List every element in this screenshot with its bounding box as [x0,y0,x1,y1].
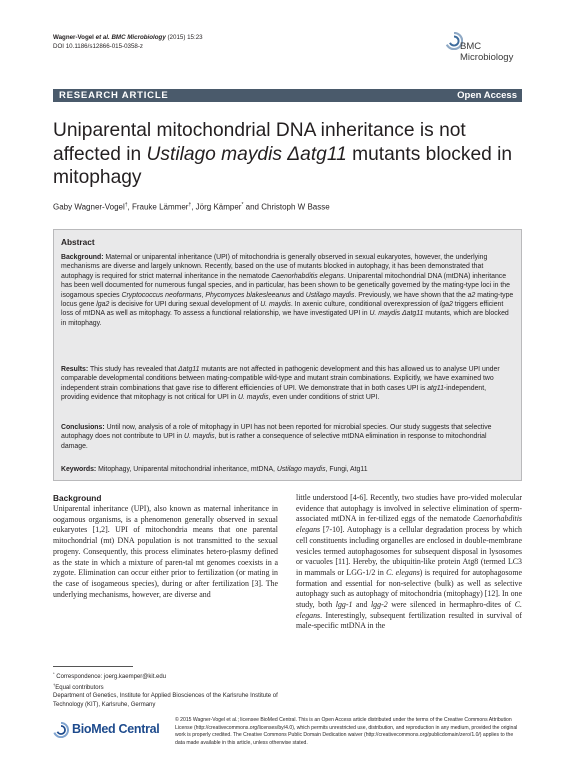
bmc-microbiology-logo [445,30,535,68]
abstract-background-label: Background: [61,254,104,261]
license-text: © 2015 Wagner-Vogel et al.; licensee BioMed Central. This is an Open Access article distributed under the terms of the Creative Commons Attribution License (http://creativecommons.org/licenses/by/4.0), which permits unrestricted use, distribution, and reproduction in any medium, provided the original work is properly credited. The Creative Commons Public Domain Dedication waiver (http://creativecommons.org/publicdomain/zero/1.0/) applies to the data made available in this article, unless otherwise stated. [175,717,518,746]
abstract-keywords: Keywords: Mitophagy, Uniparental mitochondrial inheritance, mtDNA, Ustilago maydis, Fungi, Atg11 [61,466,368,473]
article-title [53,119,523,190]
citation-journal: et al. BMC Microbiology [95,34,166,41]
right-paragraph: little understood [4-6]. Recently, two studies have pro-vided molecular evidence that autophagy is involved in selective elimination of sperm-associated mtDNA in fer-tilized eggs of the nematode Caenorhabditis elegans [7-10]. Autophagy is a cellular degradation process by which cell constituents including organelles are enclosed in double-membrane vesicles termed autophagosomes for subsequent disposal in lysosomes or vacuoles [11]. Hereby, the ubiquitin-like protein Atg8 (termed LC3 in mammals or LGG-1/2 in C. elegans) is required for autophagosome formation and essential for non-selective (bulk) as well as selective autophagy such as autophagy of mitochondria (mitophagy) [12]. In one study, both lgg-1 and lgg-2 were silenced in hermaphro-dites of C. elegans. Interestingly, subsequent fertilization resulted in survival of male-specific mtDNA in the [296,493,523,631]
footnote-divider [53,666,133,667]
equal-contributors: †Equal contributors [53,682,104,692]
author-3-mark: * [241,202,244,208]
author-list [53,202,330,212]
abstract-results: Results: This study has revealed that Δatg11 mutants are not affected in pathogenic development and this has allowed us to analyse UPI under comparable developmental conditions between mating-compatible wild-type and mutant strain combinations. Explicitly, we have examined two independent strain combinations that gave rise to different efficiencies of UPI. We demonstrate that in both cases UPI is atg11-independent, providing evidence that mitophagy is not critical for UPI in U. maydis, even under conditions of strict UPI. [61,366,500,402]
title-species: Ustilago maydis Δatg11 [146,143,347,165]
abstract-conclusions-label: Conclusions: [61,424,105,431]
background-heading: Background [53,493,102,503]
citation-authors: Wagner-Vogel [53,34,96,41]
citation-line [53,33,203,42]
correspondence: * Correspondence: joerg.kaemper@kit.edu [53,671,167,680]
open-access-label: Open Access [457,90,517,101]
body-left-column [53,493,278,600]
abstract-conclusions: Conclusions: Until now, analysis of a role of mitophagy in UPI has not been reported for microbial species. Our study suggests that selective autophagy does not contribute to UPI in U. maydis, but is rather a consequence of selective mtDNA elimination in response to mitochondrial damage. [61,424,492,450]
abstract-heading: Abstract [61,237,95,247]
logo-line2: Microbiology [460,51,514,63]
title-part2: mutants blocked in mitophagy [53,143,513,188]
article-type-bar [53,89,522,102]
author-2-mark: † [188,202,192,208]
author-2: , Frauke Lämmer [127,202,189,212]
footnotes [53,670,283,709]
biomed-central-logo [53,720,165,742]
author-1: Gaby Wagner-Vogel [53,202,125,212]
keywords-label: Keywords: [61,466,97,473]
citation-volume: (2015) 15:23 [165,34,203,41]
abstract-results-label: Results: [61,366,89,373]
author-1-mark: † [124,202,128,208]
affiliation: Department of Genetics, Institute for Applied Biosciences of the Karlsruhe Institute of Technology (KIT), Karlsruhe, Germany [53,693,278,708]
biomed-central-text: BioMed Central [72,722,160,736]
author-4: and Christoph W Basse [243,202,330,212]
article-type: RESEARCH ARTICLE [59,90,169,101]
background-paragraph: Uniparental inheritance (UPI), also known as maternal inheritance in oogamous organisms, is a phenomenon generally observed in sexual eukaryotes [1,2]. UPI of mitochondria means that one parental mitochondrial (mt) DNA population is not transmitted to the sexual progeny. Consequently, this process eliminates hetero-plasmy defined as the state in which a mixture of paren-tal mt genomes coexists in a zygote. Elimination can occur either prior to fertilization (or mating in the case of isogameous species), during or after fertilization [3]. The underlying mechanisms, however, are diverse and [53,504,278,599]
body-right-column [296,493,522,632]
journal-header [53,33,203,51]
logo-line1: BMC [460,41,482,52]
author-3: , Jörg Kämper [191,202,242,212]
abstract-background: Background: Maternal or uniparental inheritance (UPI) of mitochondria is generally observed in sexual eukaryotes, however, the underlying mechanisms are diverse and largely unknown. Recently, based on the use of mutants blocked in autophagy, it has been demonstrated that autophagy is required for strict maternal inheritance in the nematode Caenorhabditis elegans. Uniparental mitochondrial DNA (mtDNA) inheritance has been well documented for numerous fungal species, and in particular, has been shown to be genetically governed by the mating-type loci in the isogamous species Cryptococcus neoformans, Phycomyces blakesleeanus and Ustilago maydis. Previously, we have shown that the a2 mating-type locus gene lga2 is decisive for UPI during sexual development of U. maydis. In axenic culture, conditional overexpression of lga2 triggers efficient loss of mtDNA as well as mitophagy. To assess a functional relationship, we have investigated UPI in U. maydis Δatg11 mutants, which are blocked in mitophagy. [61,254,514,327]
doi-text: DOI 10.1186/s12866-015-0358-z [53,43,144,50]
title-part1: Uniparental mitochondrial DNA inheritance is not affected in [53,120,466,165]
biomed-central-icon [53,722,69,738]
